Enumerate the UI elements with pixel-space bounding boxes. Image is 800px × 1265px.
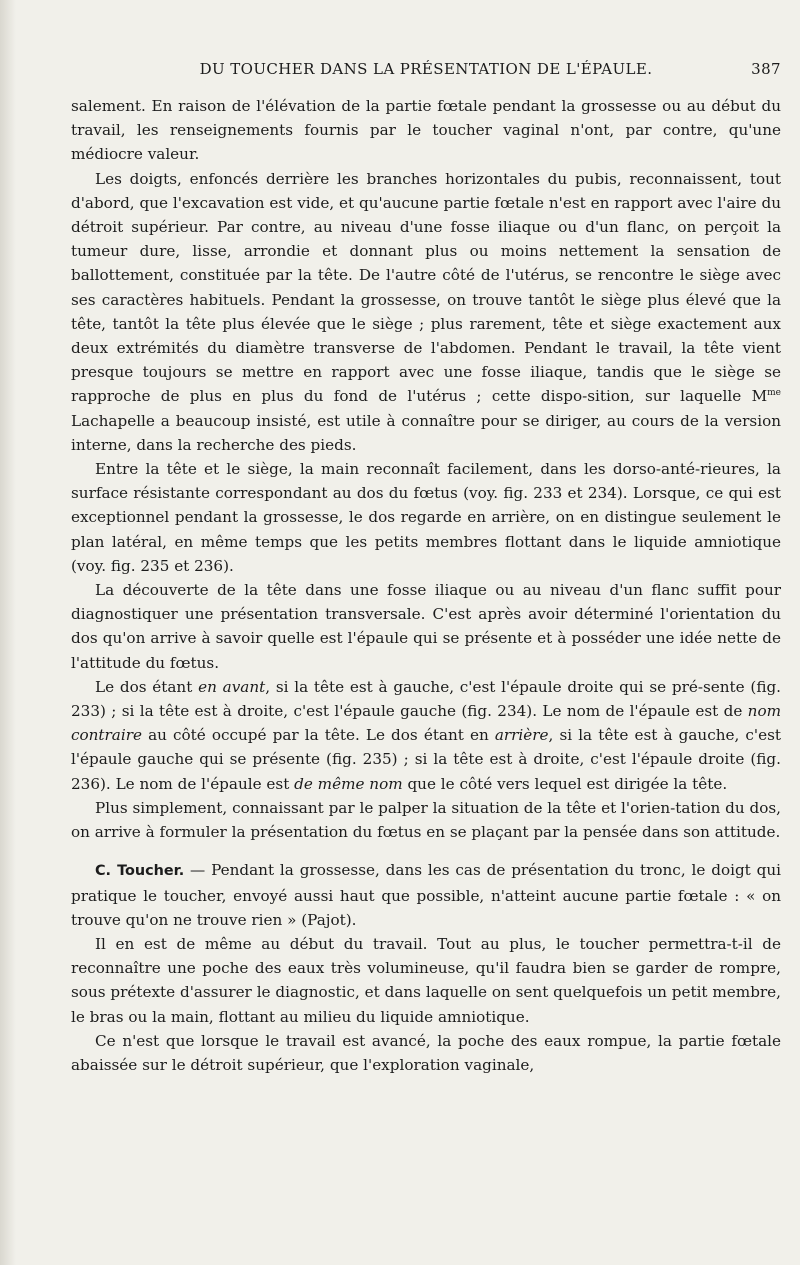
italic-text: nom contraire bbox=[71, 702, 781, 745]
text-run: La découverte de la tête dans une fosse iliaque ou au niveau d'un flanc suffit pour diagnostiquer une présentation transversale. C'est après avoir déterminé l'orientation du dos qu'on arrive à savoir quelle est l'épaule qui se présente et à posséder une idée nette de l'attitude du fœtus. bbox=[71, 581, 781, 672]
italic-text: arrière bbox=[494, 726, 549, 745]
paragraph-p9 bbox=[71, 1029, 781, 1077]
text-run: Le dos étant bbox=[95, 677, 199, 696]
paragraph-p8 bbox=[71, 932, 781, 1029]
running-head bbox=[71, 60, 781, 82]
paragraph-p2 bbox=[71, 167, 781, 457]
text-run: , si la tête est à gauche, c'est l'épaule droite qui se pré-sente (fig. 233) ; si la tête est à droite, c'est l'épaule gauche (fig. 234). Le nom de l'épaule est de bbox=[71, 677, 782, 721]
text-run: Entre la tête et le siège, la main reconnaît facilement, dans les dorso-anté-rieures, la surface résistante correspondant au dos du fœtus (voy. fig. 233 et 234). Lorsque, ce qui est exceptionnel pendant la grossesse, le dos regarde en arrière, on en distingue seulement le plan latéral, en même temps que les petits membres flottant dans le liquide amniotique (voy. fig. 235 et 236). bbox=[71, 460, 781, 575]
paragraph-p6 bbox=[71, 796, 781, 844]
superscript: me bbox=[767, 388, 781, 399]
italic-text: en avant bbox=[198, 677, 266, 696]
text-run: Les doigts, enfoncés derrière les branches horizontales du pubis, reconnaissent, tout d'abord, que l'excavation est vide, et qu'aucune partie fœtale n'est en rapport avec l'aire du détroit supérieur. Par contre, au niveau d'une fosse iliaque ou d'un flanc, on perçoit la tumeur dure, lisse, arrondie et donnant plus ou moins nettement la sensation de ballottement, constituée par la tête. De l'autre côté de l'utérus, se rencontre le siège avec ses caractères habituels. Pendant la grossesse, on trouve tantôt le siège plus élevé que la tête, tantôt la tête plus élevée que le siège ; plus rarement, tête et siège exactement aux deux extrémités du diamètre transverse de l'abdomen. Pendant le travail, la tête vient presque toujours se mettre en rapport avec une fosse iliaque, tandis que le siège se rapproche de plus en plus du fond de l'utérus ; cette dispo-sition, sur laquelle M bbox=[71, 169, 781, 406]
text-run: Ce n'est que lorsque le travail est avancé, la poche des eaux rompue, la partie fœtale abaissée sur le détroit supérieur, que l'exploration vaginale, bbox=[71, 1031, 781, 1074]
page-number: 387 bbox=[751, 60, 781, 78]
page-gutter-shadow bbox=[0, 0, 16, 1265]
text-run: Il en est de même au début du travail. Tout au plus, le toucher permettra-t-il de reconnaître une poche des eaux très volumineuse, qu'il faudra bien se garder de rompre, sous prétexte d'assurer le diagnostic, et dans laquelle on sent quelquefois un petit membre, le bras ou la main, flottant au milieu du liquide amniotique. bbox=[71, 934, 781, 1026]
text-run: , si la tête est à gauche, c'est l'épaule gauche qui se présente (fig. 235) ; si la tête est à droite, c'est l'épaule droite (fig. 236). Le nom de l'épaule est bbox=[71, 726, 781, 793]
paragraph-p4 bbox=[71, 578, 781, 675]
paragraph-p1 bbox=[71, 94, 781, 167]
text-run: que le côté vers lequel est dirigée la tête. bbox=[402, 774, 728, 793]
text-run: — Pendant la grossesse, dans les cas de présentation du tronc, le doigt qui pratique le toucher, envoyé aussi haut que possible, n'atteint aucune partie fœtale : « on trouve qu'on ne trouve rien » (Pajot). bbox=[71, 861, 781, 929]
text-run: Lachapelle a beaucoup insisté, est utile à connaître pour se diriger, au cours de la version interne, dans la recherche des pieds. bbox=[71, 411, 781, 454]
text-run: au côté occupé par la tête. Le dos étant en bbox=[141, 726, 495, 745]
running-head-title: DU TOUCHER DANS LA PRÉSENTATION DE L'ÉPAULE. bbox=[199, 60, 653, 78]
text-run: salement. En raison de l'élévation de la partie fœtale pendant la grossesse ou au début du travail, les renseignements fournis par le toucher vaginal n'ont, par contre, qu'une médiocre valeur. bbox=[71, 97, 781, 164]
text-run: Plus simplement, connaissant par le palper la situation de la tête et l'orien-tation du dos, on arrive à formuler la présentation du fœtus en se plaçant par la pensée dans son attitude. bbox=[71, 798, 781, 842]
page-body bbox=[71, 94, 781, 1077]
section-label: C. Toucher. bbox=[95, 863, 185, 880]
italic-text: de même nom bbox=[294, 774, 403, 793]
paragraph-p7 bbox=[71, 858, 781, 932]
paragraph-p5 bbox=[71, 675, 781, 796]
paragraph-p3 bbox=[71, 457, 781, 578]
